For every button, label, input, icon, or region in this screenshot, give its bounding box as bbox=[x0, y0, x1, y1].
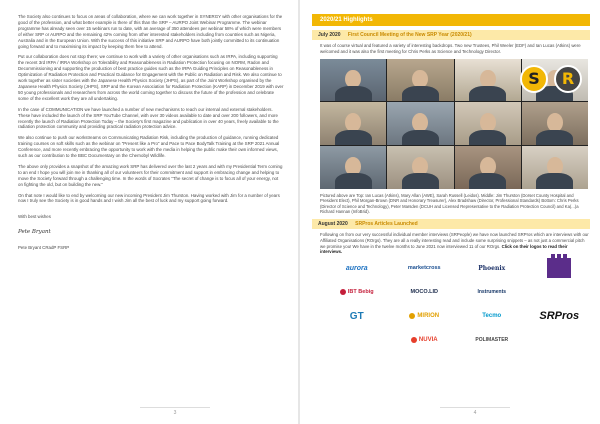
page-number: 3 bbox=[140, 407, 210, 416]
august-title: SRPros Articles Launched bbox=[355, 220, 418, 227]
gt-logo[interactable]: GT bbox=[349, 310, 364, 322]
market-cross-logo[interactable]: marketcross bbox=[407, 265, 441, 272]
participant-tile bbox=[455, 102, 521, 145]
body-paragraph: In the case of COMMUNICATION we have launched a number of new mechanisms to reach our internal and external stakeholders. These have included the launch of the SRP YouTube Channel, with over 30 videos available to date and over 200 followers, and more recently the launch of Radiation Protection Today – the Society's first magazine and publication in over 40 years, freely available to the radiation protection community and providing practical radiation protection advice. bbox=[18, 106, 279, 130]
august-cta: Click on their logos to read their interviews. bbox=[320, 243, 568, 255]
blank-slot bbox=[529, 331, 591, 349]
castle-icon bbox=[547, 258, 571, 278]
participant-tile bbox=[387, 59, 453, 102]
castle-logo[interactable] bbox=[529, 259, 591, 277]
august-heading bbox=[312, 219, 590, 229]
s-badge-icon: S bbox=[520, 65, 548, 93]
section-title: 2020/21 Highlights bbox=[312, 14, 590, 26]
participant-tile bbox=[522, 146, 588, 189]
affiliate-logos bbox=[326, 259, 590, 349]
body-paragraph: The above only provides a snapshot of the amazing work SRP has delivered over the last 2 years and with my Presidential Term coming to an end I hope you will join me in thanking all of our volunteers for their commitment and support in embracing change and helping to move the Society forward through a challenging time. In the words of Socrates "The secret of change is to focus all of your energy, not on fighting the old, but on building the new." bbox=[18, 163, 283, 187]
body-paragraph: We also continue to push our workstreams on Communicating Radiation Risk, including the production of guidance, running dedicated training courses on soft skills such as the webinar on "Present like a Pro" and Pace to Pace BodyTalk Training at the SRP 2021 Annual Conference, and more recently embracing the opportunity to work with the media in helping the public make their own informed views, such as our contribution to the BBC Documentary on the Chernobyl Wildlife. bbox=[18, 135, 280, 159]
ibt-logo[interactable]: IBT Bebig bbox=[326, 283, 388, 301]
left-page bbox=[0, 0, 298, 424]
participant-tile bbox=[320, 102, 386, 145]
mirion-logo[interactable]: MIRION bbox=[394, 307, 456, 325]
participant-tile bbox=[455, 146, 521, 189]
blank-slot bbox=[326, 331, 388, 349]
nuvia-logo[interactable]: NUVIA bbox=[394, 331, 456, 349]
r-badge-icon: R bbox=[554, 65, 582, 93]
instruments-logo[interactable]: Instruments bbox=[477, 289, 507, 296]
july-intro: It was of course virtual and featured a variety of interesting backdrops. Two new Trustees, Phil Weeler (EDF) and Ian Lucas (Atkins) were welcomed and it was also the first meeting for Chris Perks as Science and Technology Director. bbox=[320, 43, 581, 54]
july-title: First Council Meeting of the New SRP Year (2020/21) bbox=[347, 32, 472, 38]
tecmo-logo[interactable]: Tecmo bbox=[482, 313, 502, 320]
right-page bbox=[300, 0, 600, 424]
august-date: August 2020 bbox=[318, 220, 348, 227]
page-number: 4 bbox=[440, 407, 510, 416]
august-text: Following on from our very successful individual member interviews (SRPeople) we have now launched SRPros which are interviews with our Affiliated Organisations (ROrgs). They are all a really interesting read and include some surprising snippets – as not just a commercial pitch we promise you! We have in the twelve months to June 2021 now interviewed 11 of our ROrgs. Click on their logos to read their interviews. bbox=[320, 231, 589, 255]
participant-tile bbox=[522, 102, 588, 145]
polimaster-logo[interactable]: POLIMASTER bbox=[475, 337, 509, 344]
participant-tile bbox=[387, 102, 453, 145]
body-paragraph: Put our collaboration does not stop there; we continue to work with a variety of other organisations such as IRPA, including supporting the recent 3rd IRPA / IRRA Workshop on Tolerability and Reasonableness in Radiation Protection focusing on NORM, Radon and Decommissioning and supporting the production of best practice guides such as the IRPA Guiding Principles on Reasonableness in Optimization of Radiation Protection and Practical Guidance for Engagement with the Public on Radiation and Risk. We also continue to work together as sister societies with the Japanese Health Physics Society (JHPS), as part of the Joint Workshop organised by the Japanese Health Physics Society (JHPS), SRP and the Korean Association for Radiation Protection (KARP) in December 2019 with over 50 young professionals and researchers from across the world coming together to discuss the future of the profession and celebrate some of the excellent work they are all undertaking. bbox=[18, 54, 284, 101]
phoenix-logo[interactable]: Phoenix bbox=[478, 264, 506, 272]
signatory-name: Pete Bryant CRadP FSRP bbox=[18, 245, 70, 251]
aurora-logo[interactable]: aurora bbox=[345, 264, 368, 272]
july-heading bbox=[312, 30, 590, 40]
participant-tile bbox=[320, 59, 386, 102]
blank-slot bbox=[529, 283, 591, 301]
moco-logo[interactable]: MOCO.LID bbox=[410, 289, 438, 296]
body-paragraph: On that note I would like to end by welcoming our new incoming President Jim Thurston. Having worked with Jim for a number of years now I truly see the Society is in good hands and I wish Jim all the best of luck and my support going forward. bbox=[18, 192, 280, 204]
srpros-logo[interactable]: SRPros bbox=[539, 310, 580, 323]
participant-tile bbox=[455, 59, 521, 102]
participant-tile bbox=[387, 146, 453, 189]
july-date: July 2020 bbox=[318, 32, 341, 38]
body-paragraph: The Society also continues to focus on areas of collaboration, where we can work together in SYNERGY with other organisations for the good of the profession, and what better example is there of this than the SRP – AURPO Joint Webinar Programme. The webinar programme has already seen over 15 webinars run to date, with an average of 350 attendees per webinar 58% of which were members of either SRP or AURPO and the remaining 42% coming from other interested stakeholders including from countries such as Nigeria, Australia and in the European Union. With the success of this initiative SRP and AURPO have both jointly committed to its continuation going forward and to maximising its impact by keeping them free to attend. bbox=[18, 14, 283, 49]
participant-tile bbox=[320, 146, 386, 189]
photo-caption: Pictured above are Top: Ian Lucas (Atkins), Mary Allan (AWE), Sarah Russell (Leidos). Middle: Jim Thurston (Dorset County Hospital and President Elect), Phil Morgan-Brown (DNR and Honorary Treasurer), Alex Bradshaw (Director, Professional Standards) Bottom: Chris Perks (Director of Science and Technology), Peter Marsden (DCUH and Licensed Representative to the Radiation Protection Council) and Ka(...)a Richard Hannan (InfoBrid). bbox=[320, 192, 579, 215]
council-meeting-photo bbox=[320, 59, 588, 189]
signature: Pete Bryant bbox=[18, 229, 51, 236]
sign-off: With best wishes bbox=[18, 214, 51, 220]
